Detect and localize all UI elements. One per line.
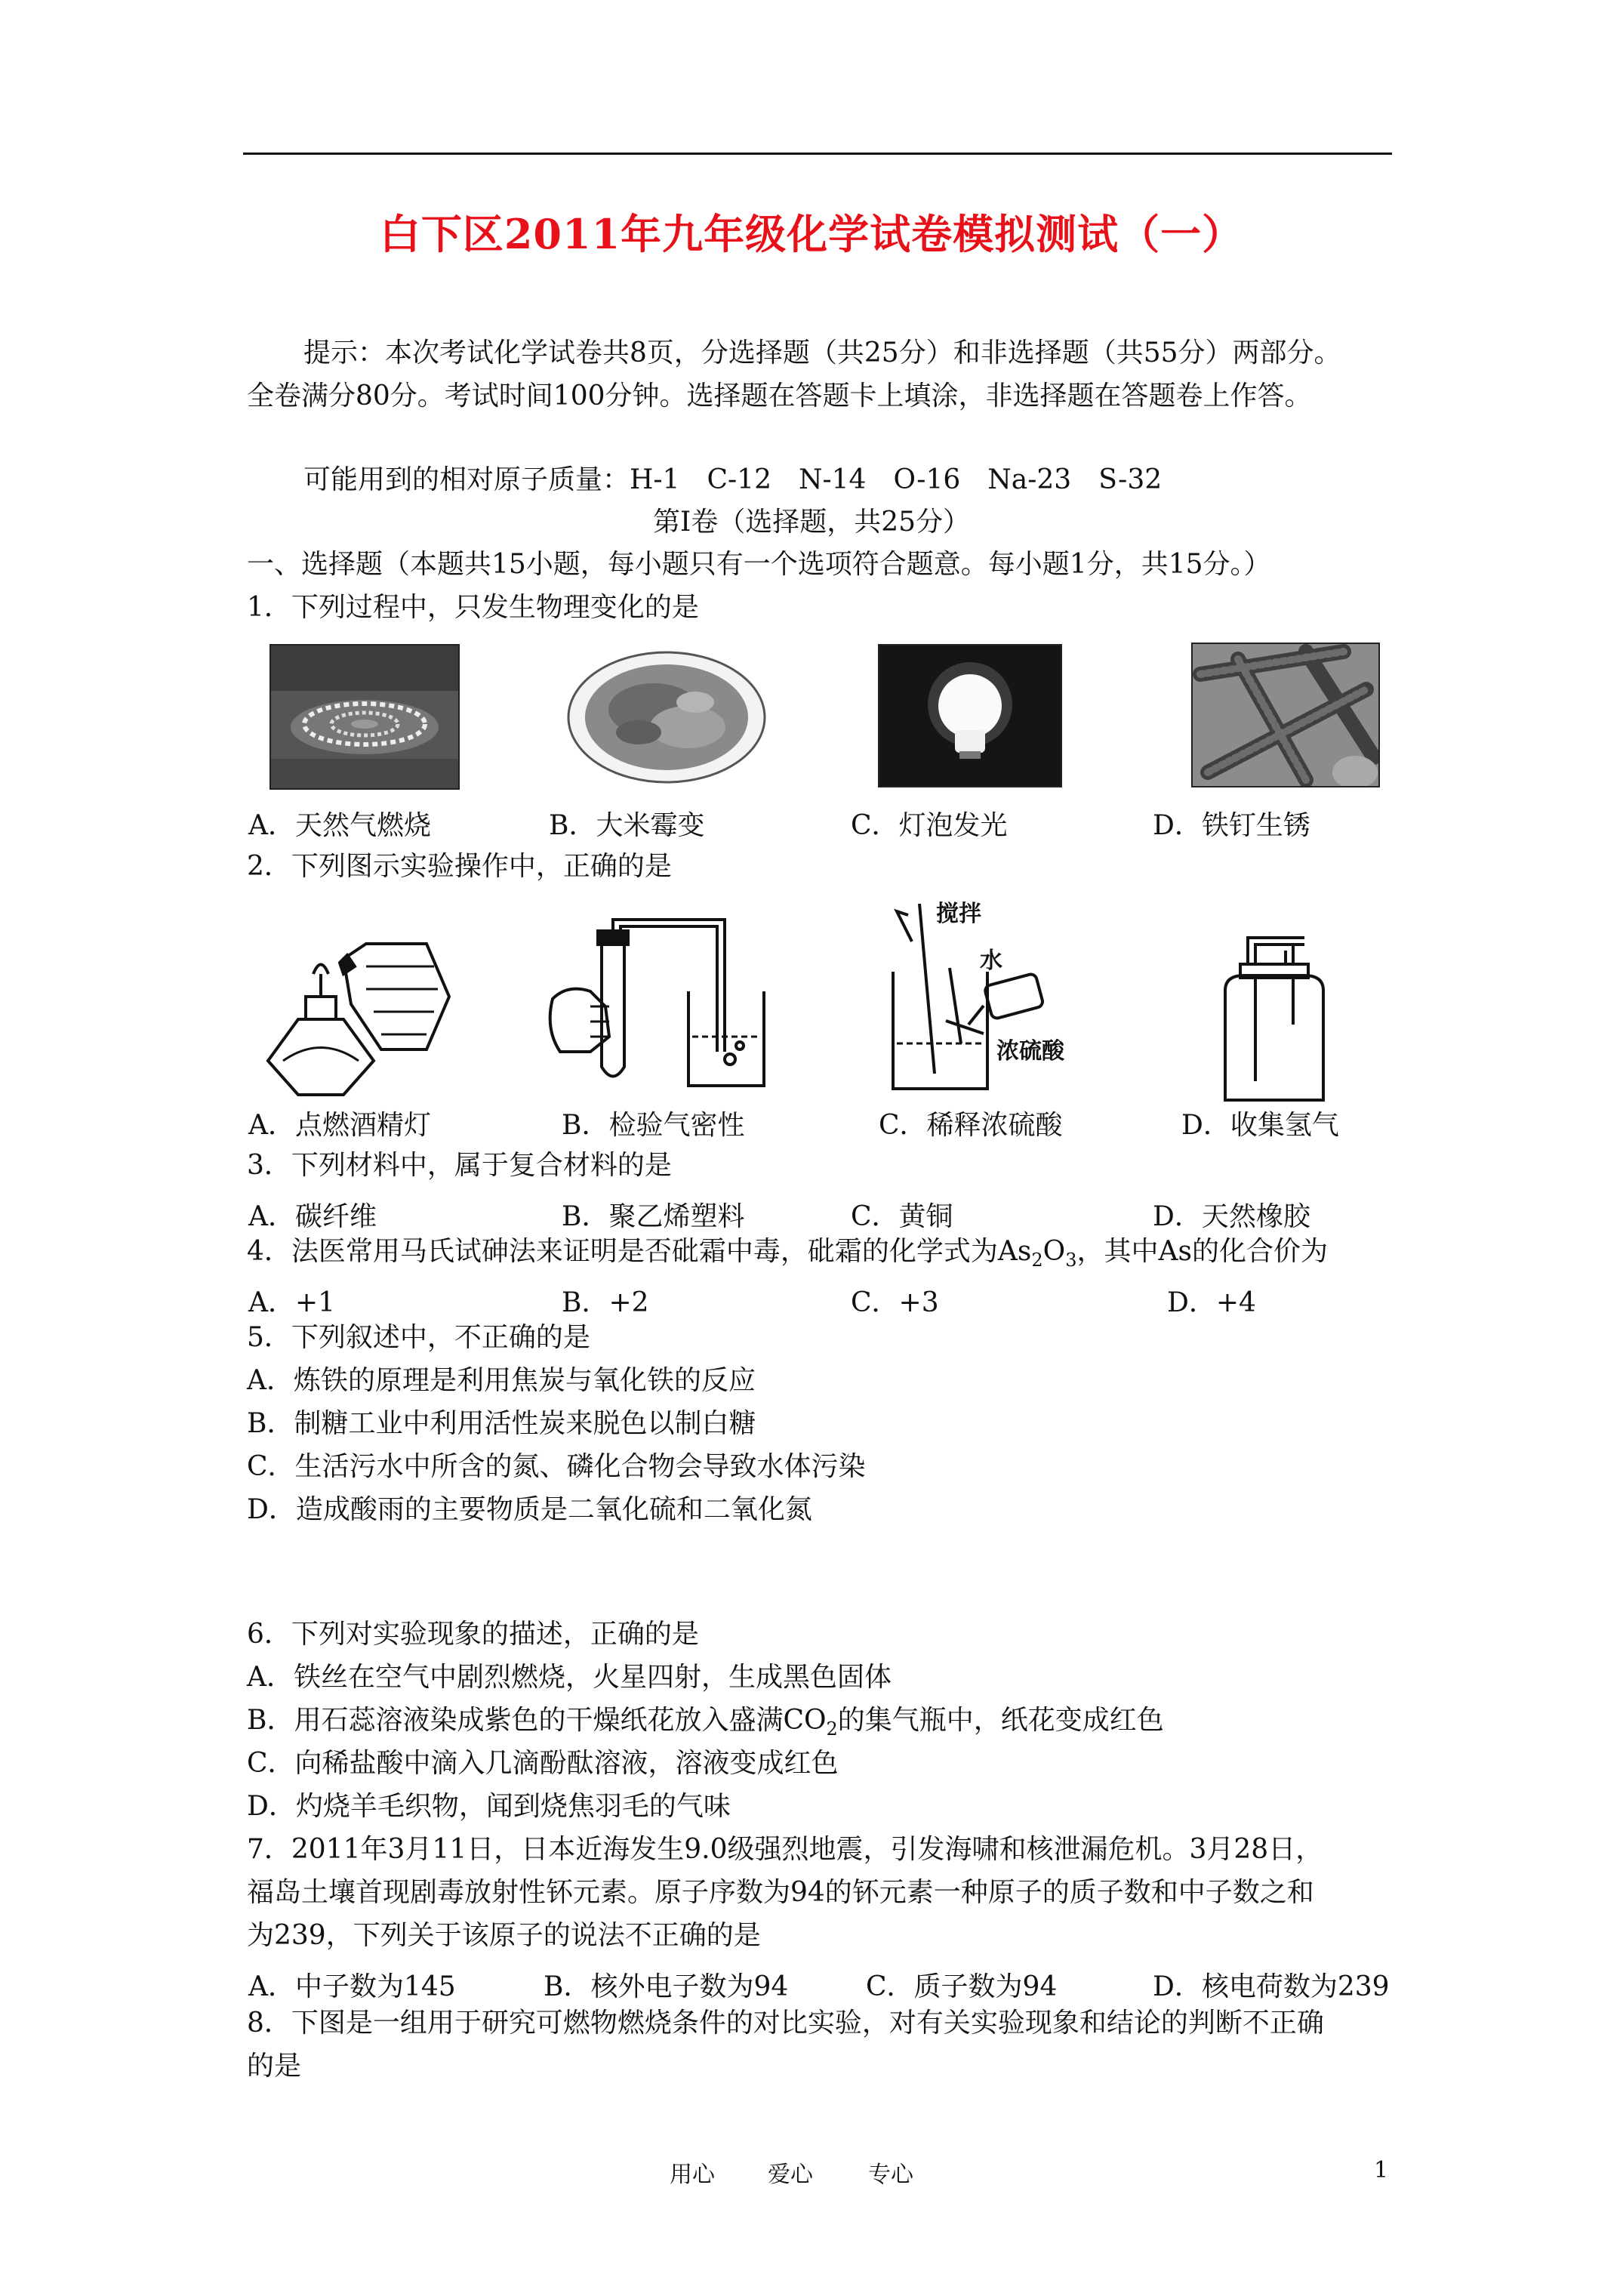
q7-option-d: D．核电荷数为239 xyxy=(1153,1971,1390,2002)
airtightness-figure xyxy=(537,916,783,1097)
alcohol-lamp-figure xyxy=(253,929,460,1102)
q8-line-2: 的是 xyxy=(247,2051,302,2082)
q4-option-b: B．+2 xyxy=(562,1287,649,1318)
q1-option-b: B．大米霉变 xyxy=(549,810,705,841)
header-rule xyxy=(243,153,1392,155)
q1-option-d: D．铁钉生锈 xyxy=(1153,810,1310,841)
q5-stem: 5．下列叙述中，不正确的是 xyxy=(247,1322,590,1353)
q3-option-b: B．聚乙烯塑料 xyxy=(562,1201,745,1232)
q4-option-d: D．+4 xyxy=(1167,1287,1256,1318)
footer-item-2: 爱心 xyxy=(768,2162,813,2188)
page-title: 白下区2011年九年级化学试卷模拟测试（一） xyxy=(379,210,1244,258)
q6-option-b: B．用石蕊溶液染成紫色的干燥纸花放入盛满$CO_2$的集气瓶中，纸花变成红色 xyxy=(247,1705,1164,1740)
stir-label: 搅拌 xyxy=(936,901,981,927)
q4-stem: 4．法医常用马氏试砷法来证明是否砒霜中毒，砒霜的化学式为$As_2O_3$，其中As的化合价为 xyxy=(247,1236,1328,1271)
rusty-nails-image xyxy=(1191,643,1380,787)
q1-stem: 1．下列过程中，只发生物理变化的是 xyxy=(247,592,699,623)
q6-option-a: A．铁丝在空气中剧烈燃烧，火星四射，生成黑色固体 xyxy=(247,1662,892,1693)
q6-option-c: C．向稀盐酸中滴入几滴酚酞溶液，溶液变成红色 xyxy=(247,1748,839,1779)
q1-option-a: A．天然气燃烧 xyxy=(248,810,431,841)
sulfuric-acid-label: 浓硫酸 xyxy=(996,1038,1064,1065)
q5-option-c: C．生活污水中所含的氮、磷化合物会导致水体污染 xyxy=(247,1451,866,1482)
notice-line-2: 全卷满分80分。考试时间100分钟。选择题在答题卡上填涂，非选择题在答题卷上作答。 xyxy=(247,381,1312,411)
q2-option-c: C．稀释浓硫酸 xyxy=(879,1110,1063,1141)
q5-option-b: B．制糖工业中利用活性炭来脱色以制白糖 xyxy=(247,1408,756,1439)
notice-line-1: 提示：本次考试化学试卷共8页，分选择题（共25分）和非选择题（共55分）两部分。 xyxy=(303,337,1341,368)
q7-line-2: 福岛土壤首现剧毒放射性钚元素。原子序数为94的钚元素一种原子的质子数和中子数之和 xyxy=(247,1877,1314,1908)
q2-option-a: A．点燃酒精灯 xyxy=(248,1110,431,1141)
q4-option-a: A．+1 xyxy=(248,1287,336,1318)
q7-option-a: A．中子数为145 xyxy=(248,1971,456,2002)
water-label: 水 xyxy=(980,948,1002,974)
q7-option-c: C．质子数为94 xyxy=(866,1971,1058,2002)
gas-collection-figure xyxy=(1214,934,1335,1104)
q4-option-c: C．+3 xyxy=(851,1287,939,1318)
dilute-acid-figure xyxy=(874,896,1082,1104)
section-title: 第Ⅰ卷（选择题，共25分） xyxy=(652,507,971,538)
q8-line-1: 8．下图是一组用于研究可燃物燃烧条件的对比实验，对有关实验现象和结论的判断不正确 xyxy=(247,2008,1324,2039)
moldy-rice-image xyxy=(563,646,771,789)
q5-option-a: A．炼铁的原理是利用焦炭与氧化铁的反应 xyxy=(247,1365,756,1396)
q2-option-b: B．检验气密性 xyxy=(562,1110,745,1141)
q7-line-3: 为239，下列关于该原子的说法不正确的是 xyxy=(247,1920,761,1951)
q3-option-d: D．天然橡胶 xyxy=(1153,1201,1310,1232)
q3-option-c: C．黄铜 xyxy=(851,1201,953,1232)
page-number: 1 xyxy=(1374,2157,1389,2184)
footer-item-3: 专心 xyxy=(868,2162,913,2188)
atomic-mass-line: 可能用到的相对原子质量：H-1 C-12 N-14 O-16 Na-23 S-32 xyxy=(303,464,1163,495)
q6-stem: 6．下列对实验现象的描述，正确的是 xyxy=(247,1619,699,1650)
q3-option-a: A．碳纤维 xyxy=(248,1201,377,1232)
q7-option-b: B．核外电子数为94 xyxy=(544,1971,789,2002)
q3-stem: 3．下列材料中，属于复合材料的是 xyxy=(247,1150,672,1181)
part-heading: 一、选择题（本题共15小题，每小题只有一个选项符合题意。每小题1分，共15分。） xyxy=(247,549,1271,580)
q5-option-d: D．造成酸雨的主要物质是二氧化硫和二氧化氮 xyxy=(247,1494,812,1525)
q1-option-c: C．灯泡发光 xyxy=(851,810,1008,841)
gas-flame-image xyxy=(269,644,460,790)
q2-stem: 2．下列图示实验操作中，正确的是 xyxy=(247,851,672,882)
light-bulb-image xyxy=(878,644,1062,787)
footer-item-1: 用心 xyxy=(670,2162,715,2188)
q7-line-1: 7．2011年3月11日，日本近海发生9.0级强烈地震，引发海啸和核泄漏危机。3月28日， xyxy=(247,1834,1323,1865)
q2-option-d: D．收集氢气 xyxy=(1181,1110,1339,1141)
q6-option-d: D．灼烧羊毛织物，闻到烧焦羽毛的气味 xyxy=(247,1791,731,1822)
